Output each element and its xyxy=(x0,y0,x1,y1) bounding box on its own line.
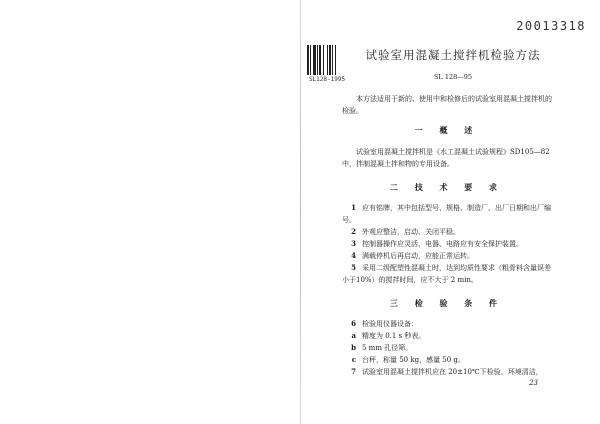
barcode-bar xyxy=(319,45,321,75)
item-number: b xyxy=(351,343,356,352)
section-heading-overview xyxy=(342,125,552,136)
list-item xyxy=(342,202,552,226)
standard-code: SL 128—95 xyxy=(433,73,472,81)
item-text: 外观应整洁，启动、关闭平稳。 xyxy=(362,228,460,236)
page-fold-line xyxy=(300,0,301,424)
item-text: 台秤，称量 50 kg，感量 50 g。 xyxy=(362,356,465,364)
item-text: 采用二级配塑性混凝土时，达到均质性要求（粗骨料含量误差小于10%）的搅拌时间，应不大于 2 min。 xyxy=(342,264,551,284)
barcode-bar xyxy=(310,45,311,75)
item-text: 试验室用混凝土搅拌机应在 20±10℃下检验，环境清洁， xyxy=(362,368,543,376)
page-number: 23 xyxy=(529,379,538,387)
list-item xyxy=(342,354,552,366)
item-number: 3 xyxy=(351,239,356,248)
barcode-bar xyxy=(317,45,318,75)
barcode-bar xyxy=(307,45,309,75)
section-heading-text: 一 概 述 xyxy=(414,126,480,135)
document-number: 20013318 xyxy=(516,19,586,33)
item-text: 5 mm 孔径筛。 xyxy=(362,344,413,352)
item-text: 应有铭牌，其中包括型号、规格、制造厂、出厂日期和出厂编号。 xyxy=(342,204,551,224)
item-number: 6 xyxy=(351,319,356,328)
barcode-bar xyxy=(335,45,336,75)
section-heading-test-conditions xyxy=(342,298,552,309)
overview-paragraph: 试验室用混凝土搅拌机是《水工混凝土试验规程》SD105—82中，拌制混凝土拌和物的专用设备。 xyxy=(342,148,550,168)
list-item xyxy=(342,262,552,286)
item-number: 2 xyxy=(351,227,356,236)
item-text: 精度为 0.1 s 秒表。 xyxy=(362,332,426,340)
item-number: 7 xyxy=(351,367,356,376)
barcode-bar xyxy=(323,45,324,75)
item-text: 满载停机后再启动，应能正常运转。 xyxy=(362,252,474,260)
list-item xyxy=(342,226,552,238)
list-item xyxy=(342,250,552,262)
barcode-bar xyxy=(313,45,316,75)
document-title: 试验室用混凝土搅拌机检验方法 xyxy=(365,48,541,62)
item-text: 控制器操作应灵活，电器、电路应有安全保护装置。 xyxy=(362,240,523,248)
item-text: 检验用仪器设备： xyxy=(362,320,418,328)
intro-paragraph: 本方法适用于新的、使用中和检修后的试验室用混凝土搅拌机的检验。 xyxy=(342,95,552,115)
list-item xyxy=(342,366,552,378)
list-item xyxy=(342,238,552,250)
barcode-bar xyxy=(327,45,328,75)
list-item xyxy=(342,318,552,330)
barcode-image xyxy=(306,45,348,75)
item-number: 4 xyxy=(351,251,356,260)
barcode-bar xyxy=(329,45,331,75)
section-heading-technical-requirements xyxy=(342,182,552,193)
list-item xyxy=(342,342,552,354)
list-item xyxy=(342,330,552,342)
item-number: c xyxy=(351,355,356,364)
item-number: a xyxy=(351,331,356,340)
item-number: 1 xyxy=(351,203,356,212)
barcode-text: SL128-1995 xyxy=(308,76,346,83)
barcode-bar xyxy=(332,45,333,75)
section-heading-text: 二 技 术 要 求 xyxy=(389,183,505,192)
section-heading-text: 三 检 验 条 件 xyxy=(389,299,505,308)
item-number: 5 xyxy=(351,263,356,272)
